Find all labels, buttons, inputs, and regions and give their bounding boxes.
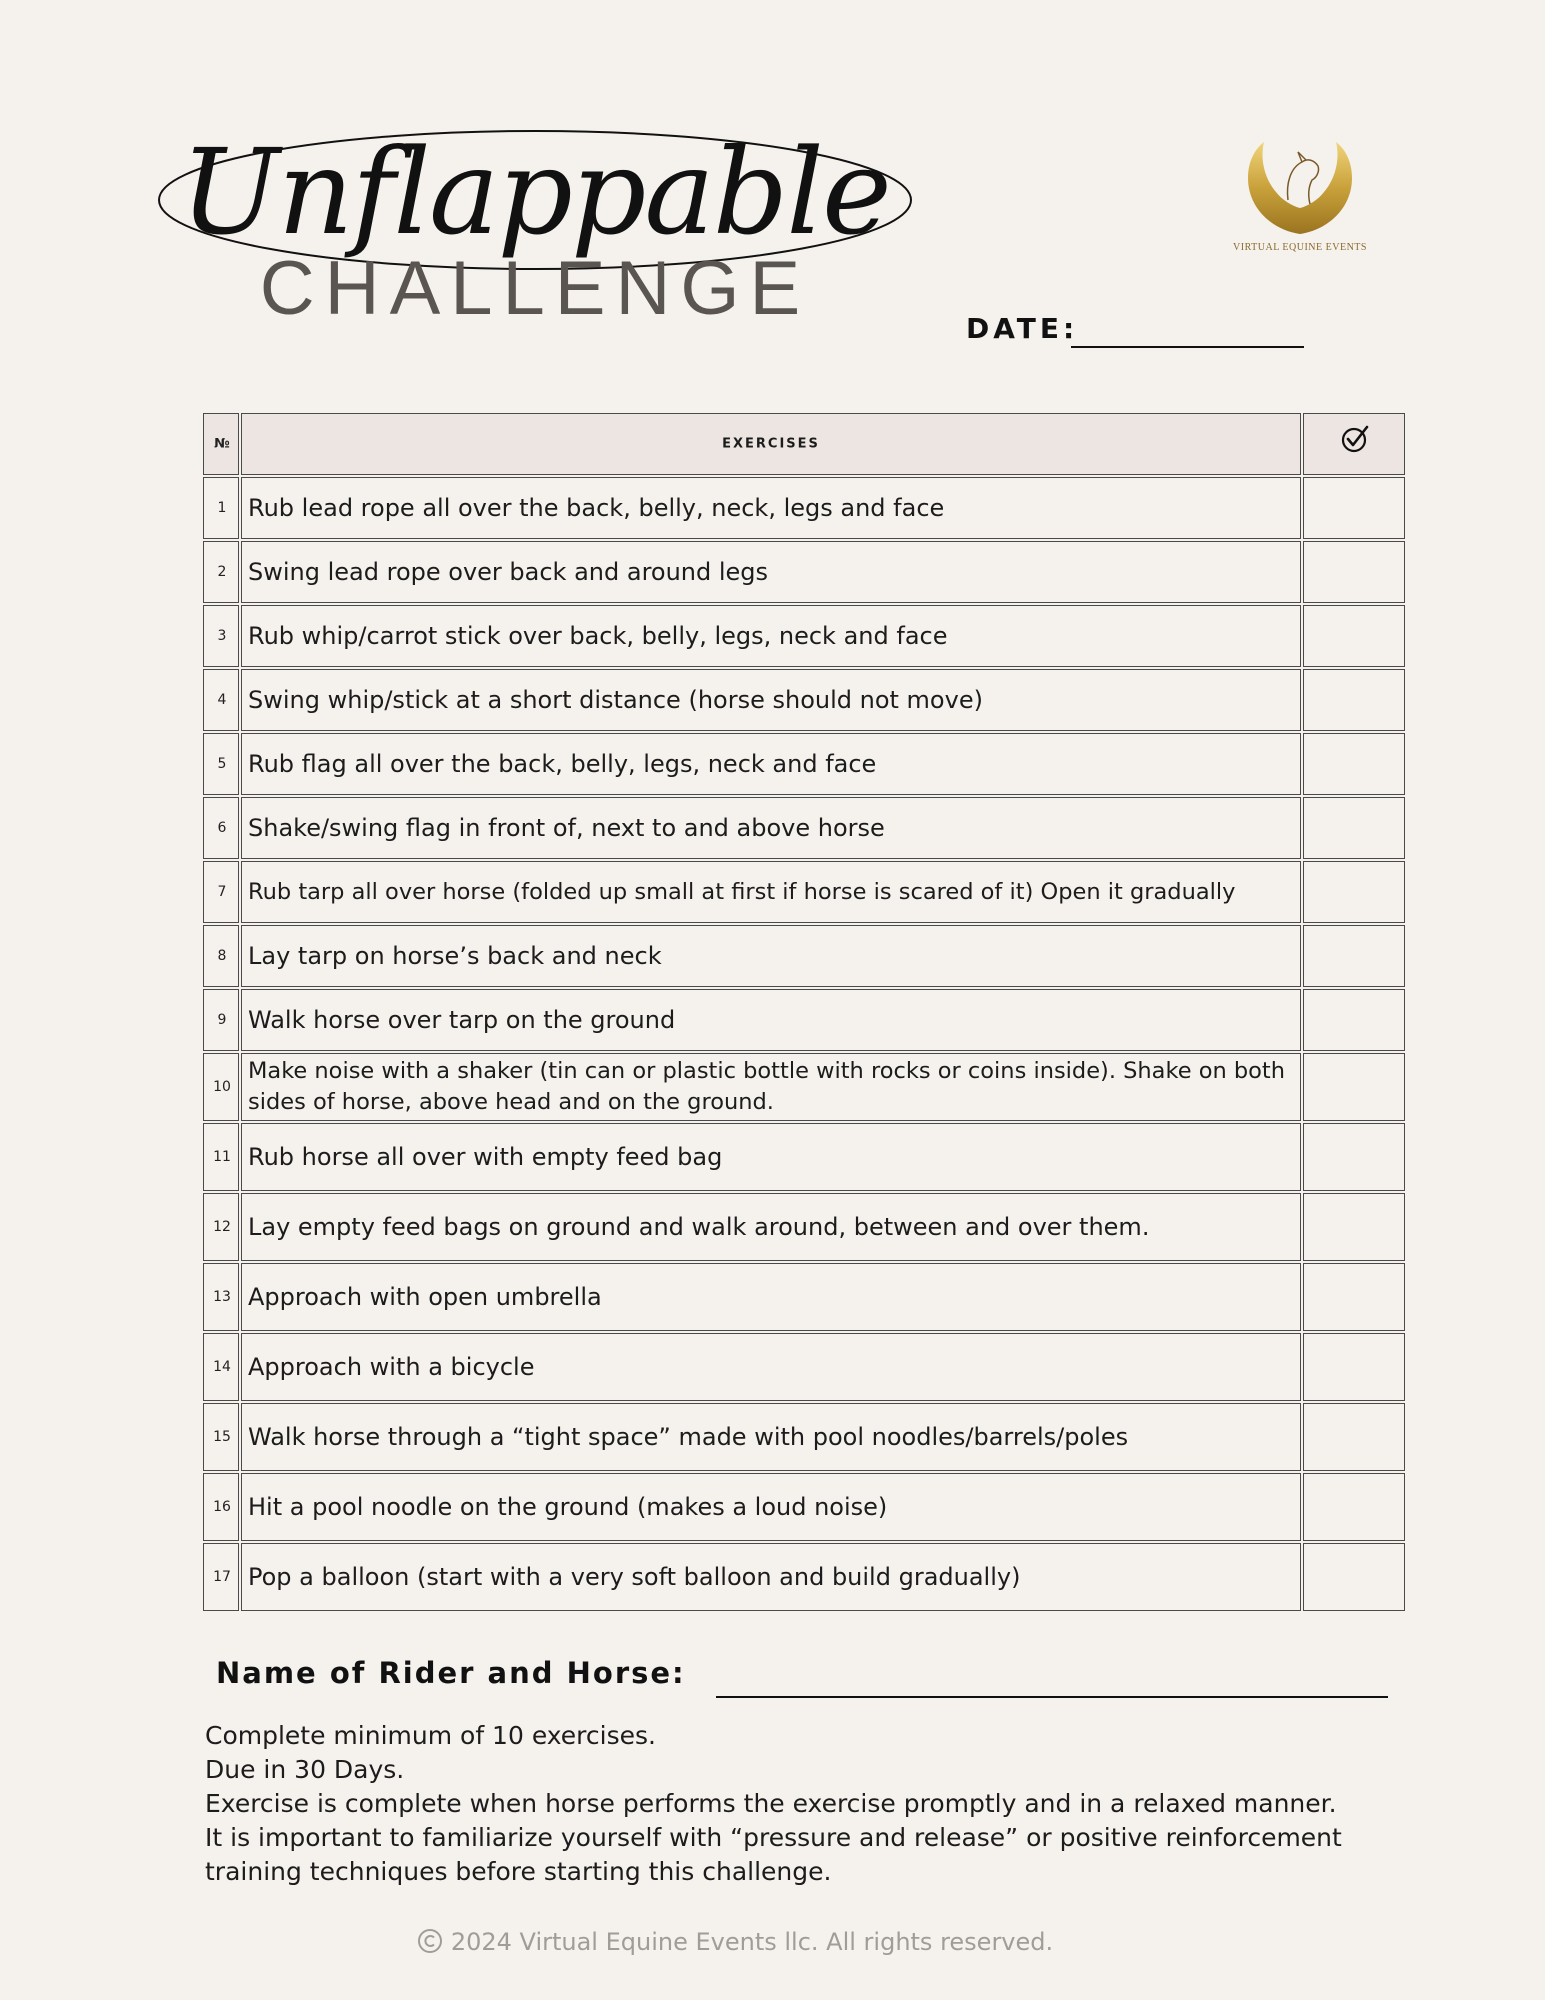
header-exercises-cell (241, 413, 1301, 475)
title-block (150, 95, 920, 331)
row-checkbox[interactable] (1303, 1263, 1405, 1331)
table-row (203, 541, 1405, 603)
brand-logo (1230, 138, 1370, 268)
row-exercise-text: Swing whip/stick at a short distance (horse should not move) (248, 686, 983, 714)
row-exercise-text: Shake/swing flag in front of, next to and above horse (248, 814, 885, 842)
table-row (203, 1333, 1405, 1401)
row-exercise-text: Swing lead rope over back and around legs (248, 558, 769, 586)
row-number: 9 (217, 1012, 227, 1028)
row-exercise-cell (241, 1403, 1301, 1471)
row-number-cell (203, 925, 239, 987)
date-field (966, 312, 1346, 352)
row-checkbox[interactable] (1303, 1333, 1405, 1401)
row-exercise-cell (241, 1333, 1301, 1401)
row-checkbox[interactable] (1303, 477, 1405, 539)
row-number: 17 (213, 1569, 231, 1585)
table-row (203, 605, 1405, 667)
row-exercise-text: Walk horse through a “tight space” made with pool noodles/barrels/poles (248, 1423, 1129, 1451)
date-label: DATE: (966, 312, 1079, 345)
header-number-cell (203, 413, 239, 475)
table-row (203, 733, 1405, 795)
row-number: 5 (217, 756, 227, 772)
rider-horse-input-line[interactable] (716, 1696, 1388, 1698)
instruction-line: It is important to familiarize yourself with “pressure and release” or positive reinforcement (205, 1823, 1342, 1852)
table-row (203, 669, 1405, 731)
row-exercise-cell (241, 1543, 1301, 1611)
row-number: 4 (217, 692, 227, 708)
date-input-line[interactable] (1071, 346, 1304, 348)
row-exercise-cell (241, 989, 1301, 1051)
row-number-cell (203, 1473, 239, 1541)
row-exercise-text: Rub whip/carrot stick over back, belly, legs, neck and face (248, 622, 948, 650)
row-exercise-cell (241, 925, 1301, 987)
row-number: 6 (217, 820, 227, 836)
row-exercise-cell (241, 733, 1301, 795)
row-exercise-text: Approach with a bicycle (248, 1353, 535, 1381)
row-exercise-cell (241, 861, 1301, 923)
rider-horse-label: Name of Rider and Horse: (216, 1656, 686, 1690)
table-row (203, 1263, 1405, 1331)
row-number: 7 (217, 884, 227, 900)
row-exercise-text: Rub lead rope all over the back, belly, neck, legs and face (248, 494, 945, 522)
row-exercise-text: Hit a pool noodle on the ground (makes a loud noise) (248, 1493, 888, 1521)
row-checkbox[interactable] (1303, 1473, 1405, 1541)
row-number: 3 (217, 628, 227, 644)
row-exercise-text: Rub tarp all over horse (folded up small at first if horse is scared of it) Open it gradually (248, 879, 1236, 905)
row-number-cell (203, 1053, 239, 1121)
table-row (203, 1193, 1405, 1261)
row-checkbox[interactable] (1303, 669, 1405, 731)
row-number-cell (203, 669, 239, 731)
title-script: Unflappable (180, 123, 890, 261)
row-exercise-cell (241, 1473, 1301, 1541)
table-row (203, 797, 1405, 859)
row-number: 14 (213, 1359, 231, 1375)
row-exercise-text: Walk horse over tarp on the ground (248, 1006, 676, 1034)
table-header-row (203, 413, 1405, 475)
instruction-line: training techniques before starting this challenge. (205, 1857, 832, 1886)
row-number-cell (203, 797, 239, 859)
row-checkbox[interactable] (1303, 733, 1405, 795)
instruction-line: Complete minimum of 10 exercises. (205, 1721, 656, 1750)
row-number-cell (203, 989, 239, 1051)
row-number-cell (203, 1333, 239, 1401)
row-checkbox[interactable] (1303, 1193, 1405, 1261)
row-exercise-text: Approach with open umbrella (248, 1283, 602, 1311)
row-checkbox[interactable] (1303, 989, 1405, 1051)
row-exercise-text: Rub flag all over the back, belly, legs, neck and face (248, 750, 877, 778)
row-number-cell (203, 477, 239, 539)
row-number-cell (203, 733, 239, 795)
row-number-cell (203, 541, 239, 603)
copyright-text: 2024 Virtual Equine Events llc. All rights reserved. (450, 1928, 1054, 1956)
row-checkbox[interactable] (1303, 541, 1405, 603)
row-exercise-text: Rub horse all over with empty feed bag (248, 1143, 723, 1171)
row-exercise-cell (241, 477, 1301, 539)
row-exercise-text: Lay tarp on horse’s back and neck (248, 942, 662, 970)
row-number: 12 (213, 1219, 231, 1235)
rider-horse-field (216, 1656, 1391, 1706)
row-checkbox[interactable] (1303, 861, 1405, 923)
table-row (203, 1403, 1405, 1471)
winged-horse-logo-icon (1242, 138, 1358, 238)
instructions (205, 1719, 1405, 1889)
row-exercise-text: Make noise with a shaker (tin can or plastic bottle with rocks or coins inside). Shake on both sides of horse, above head and on the ground. (248, 1058, 1285, 1115)
row-checkbox[interactable] (1303, 1053, 1405, 1121)
row-number-cell (203, 1193, 239, 1261)
table-row (203, 1123, 1405, 1191)
row-number-cell (203, 1403, 239, 1471)
row-checkbox[interactable] (1303, 797, 1405, 859)
row-number-cell (203, 861, 239, 923)
table-row (203, 1053, 1405, 1121)
row-checkbox[interactable] (1303, 1543, 1405, 1611)
row-checkbox[interactable] (1303, 1123, 1405, 1191)
row-number: 8 (217, 948, 227, 964)
row-checkbox[interactable] (1303, 1403, 1405, 1471)
instruction-line: Due in 30 Days. (205, 1755, 405, 1784)
table-row (203, 477, 1405, 539)
table-row (203, 989, 1405, 1051)
row-number: 1 (217, 500, 227, 516)
title-subtitle: CHALLENGE (259, 246, 811, 331)
row-number: 13 (213, 1289, 231, 1305)
table-row (203, 861, 1405, 923)
header-number-label: № (214, 436, 230, 452)
table-row (203, 1543, 1405, 1611)
row-number-cell (203, 1543, 239, 1611)
logo-text: VIRTUAL EQUINE EVENTS (1233, 242, 1367, 253)
row-number: 2 (217, 564, 227, 580)
row-number-cell (203, 605, 239, 667)
check-icon (1340, 424, 1370, 454)
row-exercise-cell (241, 1263, 1301, 1331)
row-checkbox[interactable] (1303, 605, 1405, 667)
copyright-footer (0, 1928, 1470, 1956)
row-number: 11 (213, 1149, 231, 1165)
row-exercise-cell (241, 1193, 1301, 1261)
table-row (203, 925, 1405, 987)
row-exercise-cell (241, 669, 1301, 731)
header-exercises-label: EXERCISES (722, 436, 820, 452)
row-exercise-cell (241, 1123, 1301, 1191)
header-check-cell (1303, 413, 1405, 475)
row-exercise-cell (241, 605, 1301, 667)
row-checkbox[interactable] (1303, 925, 1405, 987)
row-number-cell (203, 1263, 239, 1331)
copyright-icon (417, 1928, 443, 1954)
row-exercise-text: Pop a balloon (start with a very soft balloon and build gradually) (248, 1563, 1021, 1591)
row-exercise-cell (241, 541, 1301, 603)
row-exercise-text: Lay empty feed bags on ground and walk around, between and over them. (248, 1213, 1150, 1241)
instruction-line: Exercise is complete when horse performs the exercise promptly and in a relaxed manner. (205, 1789, 1337, 1818)
table-row (203, 1473, 1405, 1541)
row-exercise-cell (241, 1053, 1301, 1121)
row-number: 16 (213, 1499, 231, 1515)
row-exercise-cell (241, 797, 1301, 859)
row-number-cell (203, 1123, 239, 1191)
row-number: 10 (213, 1079, 231, 1095)
row-number: 15 (213, 1429, 231, 1445)
